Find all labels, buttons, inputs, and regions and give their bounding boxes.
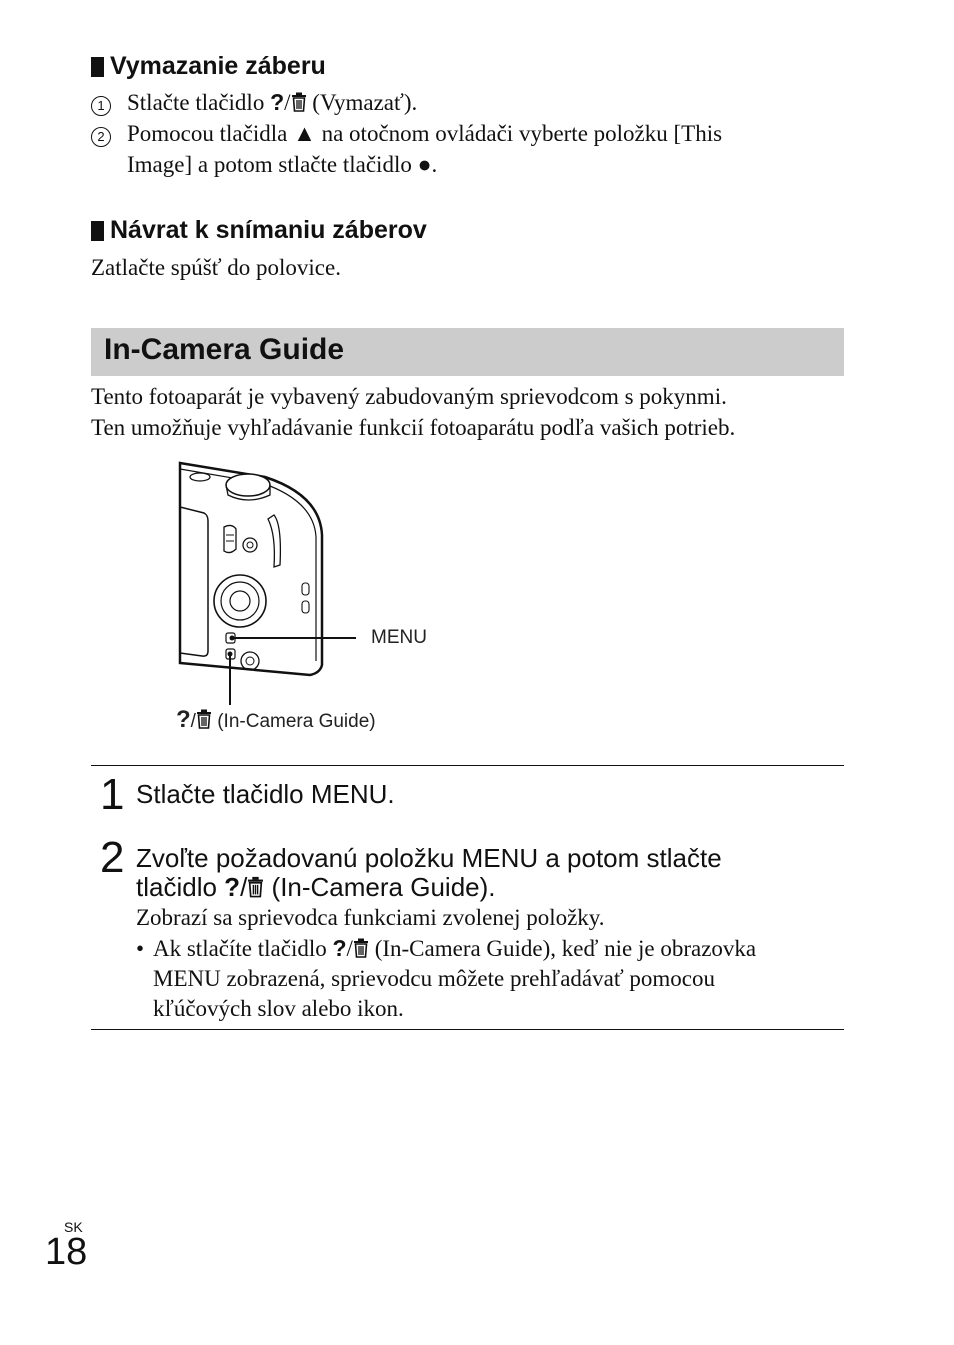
camera-illustration (170, 455, 450, 715)
trash-icon (196, 709, 212, 729)
language-code: SK (64, 1219, 83, 1235)
step-number-2: 2 (100, 833, 125, 882)
step-2-line1: Zvoľte požadovanú položku MENU a potom stlačte (136, 843, 722, 873)
step-2-line2-pre: tlačidlo (136, 872, 217, 902)
step-2-bullet: • Ak stlačíte tlačidlo ?/ (In-Camera Guide), keď nie je obrazovka (136, 933, 144, 964)
step-circle-2-icon: 2 (91, 127, 111, 147)
bullet-line2: MENU zobrazená, sprievodcu môžete prehľadávať pomocou (153, 966, 716, 991)
help-icon: ? (332, 935, 347, 961)
guide-button-label: ?/ (In-Camera Guide) (176, 706, 376, 733)
divider-bottom (91, 1029, 844, 1030)
guide-intro (91, 381, 735, 443)
intro-line1: Tento fotoaparát je vybavený zabudovaným sprievodcom s pokynmi. (91, 384, 727, 409)
bullet-dot: • (136, 936, 145, 961)
menu-label: MENU (371, 627, 427, 648)
help-icon: ? (176, 706, 191, 733)
intro-line2: Ten umožňuje vyhľadávanie funkcií fotoaparátu podľa vašich potrieb. (91, 415, 736, 440)
heading-text: Návrat k snímaniu záberov (110, 216, 427, 244)
divider-top (91, 765, 844, 766)
step-number-1: 1 (100, 770, 125, 819)
step-circle-1-icon: 1 (91, 96, 111, 116)
section-heading-return (91, 216, 427, 245)
trash-icon (291, 92, 307, 112)
help-icon: ? (224, 872, 241, 902)
bullet-post: (In-Camera Guide), keď nie je obrazovka (374, 936, 757, 961)
return-text: Zatlačte spúšť do polovice. (91, 255, 341, 280)
bullet-pre: Ak stlačíte tlačidlo (153, 936, 327, 961)
page-number: 18 (45, 1231, 88, 1273)
step-text-post: (Vymazať). (312, 90, 418, 115)
bullet-square-icon (91, 221, 104, 241)
guide-title: In-Camera Guide (104, 333, 345, 366)
delete-step-2 (91, 118, 851, 177)
heading-text: Vymazanie záberu (110, 52, 326, 80)
step2-line1: Pomocou tlačidla ▲ na otočnom ovládači vyberte položku [This (127, 121, 723, 146)
step-1-text: Stlačte tlačidlo MENU. (136, 779, 395, 809)
trash-icon (353, 938, 369, 958)
step2-line2: Image] a potom stlačte tlačidlo ●. (127, 152, 438, 177)
delete-step-1: 1 Stlačte tlačidlo ?/ (Vymazať). (91, 87, 851, 118)
guide-label-text: (In-Camera Guide) (217, 711, 376, 732)
bullet-square-icon (91, 57, 104, 77)
step-2-line2-post: (In-Camera Guide). (271, 872, 496, 902)
step-2-line2: tlačidlo ?/ (In-Camera Guide). (136, 872, 496, 902)
section-heading-delete (91, 52, 326, 81)
bullet-line3: kľúčových slov alebo ikon. (153, 996, 404, 1021)
trash-icon (247, 876, 264, 898)
step-2-description: Zobrazí sa sprievodca funkciami zvolenej položky. (136, 905, 605, 930)
step-text: Stlačte tlačidlo (127, 90, 265, 115)
help-icon: ? (270, 89, 285, 115)
